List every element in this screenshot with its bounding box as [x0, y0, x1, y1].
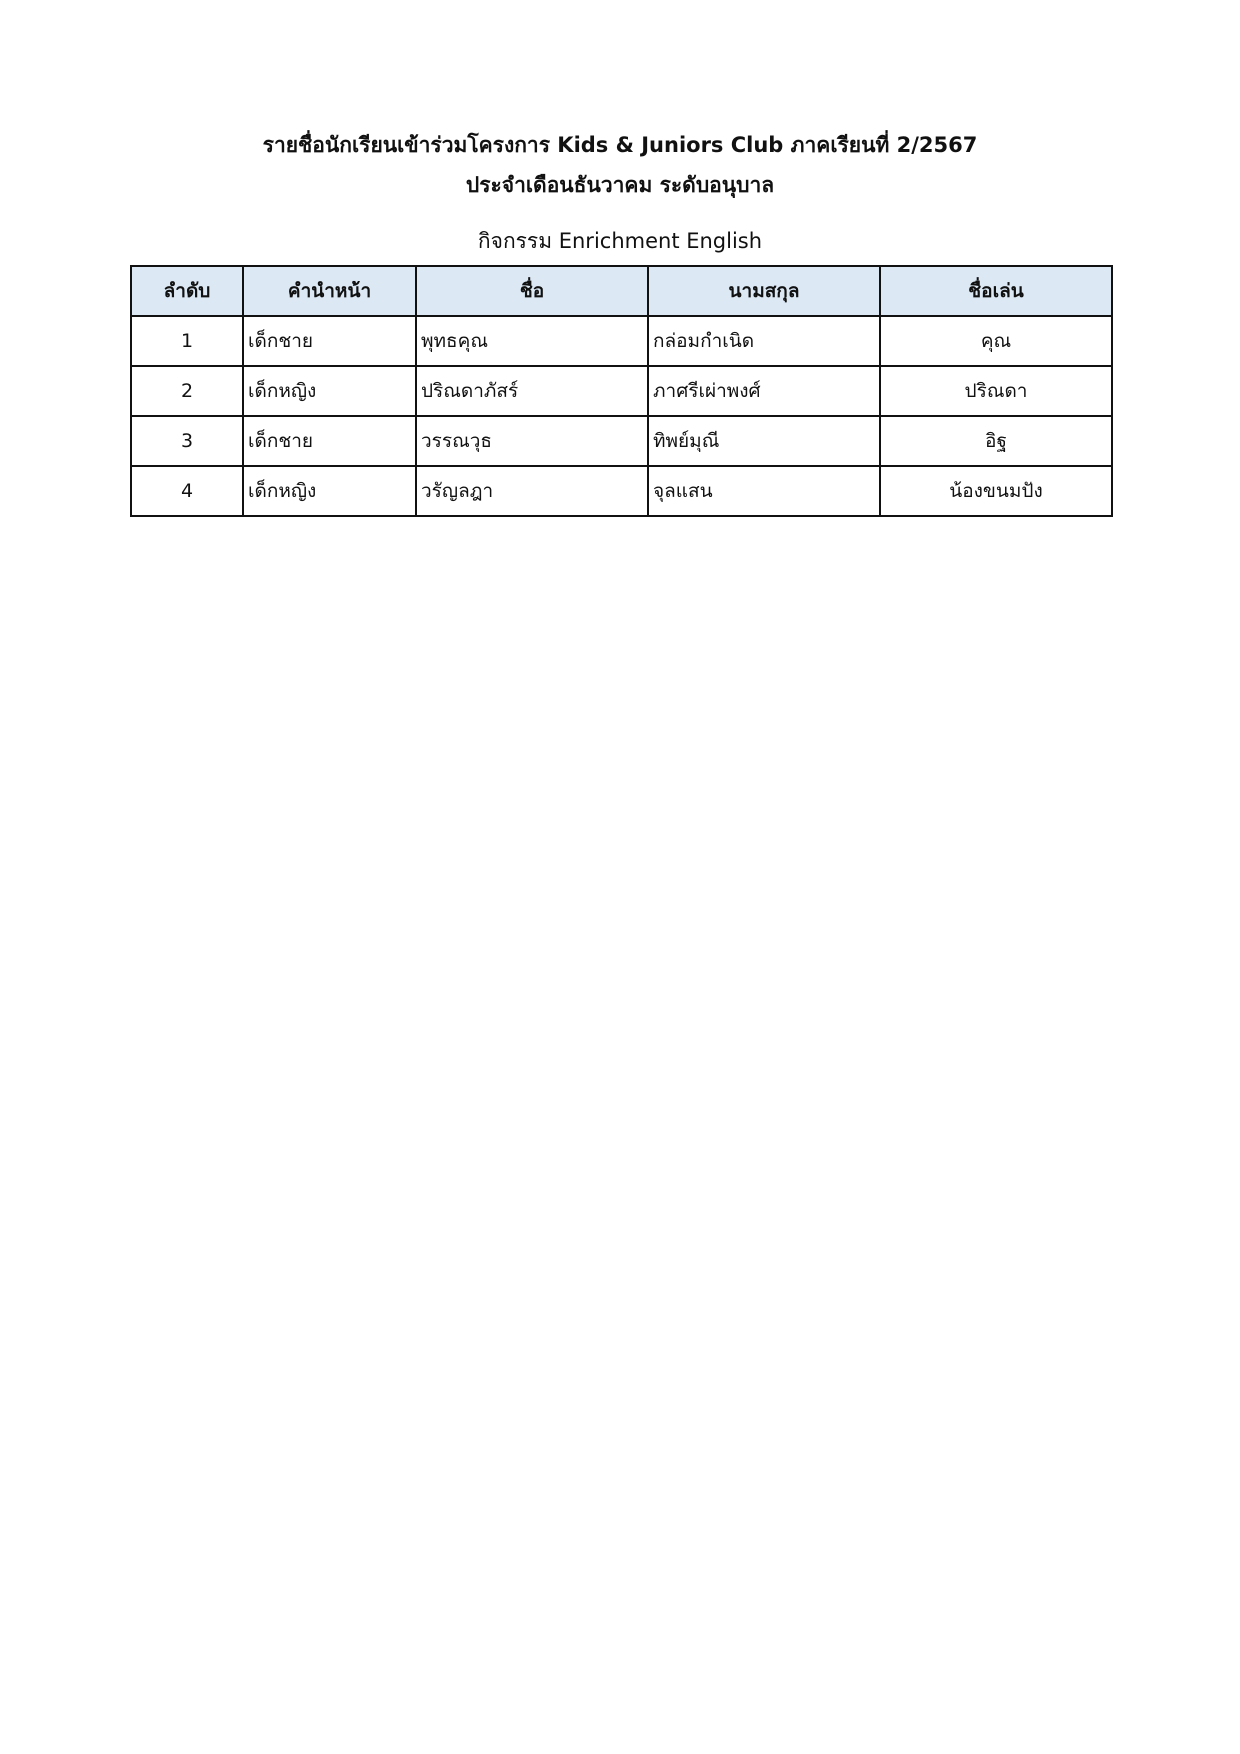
header-first-name: ชื่อ	[416, 266, 648, 316]
document-title: รายชื่อนักเรียนเข้าร่วมโครงการ Kids & Juniors Club ภาคเรียนที่ 2/2567	[262, 133, 978, 157]
header-last-name: นามสกุล	[648, 266, 880, 316]
header-order: ลำดับ	[131, 266, 243, 316]
cell-last-name: กล่อมกำเนิด	[648, 316, 880, 366]
table-row	[131, 366, 1112, 416]
cell-first-name: วรรณวุธ	[416, 416, 648, 466]
cell-nickname: คุณ	[880, 316, 1112, 366]
table-row	[131, 416, 1112, 466]
cell-prefix: เด็กหญิง	[243, 466, 416, 516]
student-roster-table	[130, 265, 1113, 517]
cell-order: 2	[131, 366, 243, 416]
document-subtitle: ประจำเดือนธันวาคม ระดับอนุบาล	[465, 173, 775, 197]
cell-last-name: จุลแสน	[648, 466, 880, 516]
cell-first-name: ปริณดาภัสร์	[416, 366, 648, 416]
table-row	[131, 466, 1112, 516]
cell-prefix: เด็กหญิง	[243, 366, 416, 416]
table-header-row	[131, 266, 1112, 316]
cell-last-name: ทิพย์มุณี	[648, 416, 880, 466]
cell-last-name: ภาศรีเผ่าพงศ์	[648, 366, 880, 416]
table-row	[131, 316, 1112, 366]
header-nickname: ชื่อเล่น	[880, 266, 1112, 316]
cell-nickname: น้องขนมปัง	[880, 466, 1112, 516]
cell-nickname: อิฐ	[880, 416, 1112, 466]
cell-order: 3	[131, 416, 243, 466]
cell-nickname: ปริณดา	[880, 366, 1112, 416]
cell-first-name: พุทธคุณ	[416, 316, 648, 366]
cell-prefix: เด็กชาย	[243, 416, 416, 466]
cell-order: 1	[131, 316, 243, 366]
cell-order: 4	[131, 466, 243, 516]
header-prefix: คำนำหน้า	[243, 266, 416, 316]
activity-heading: กิจกรรม Enrichment English	[477, 229, 763, 253]
cell-prefix: เด็กชาย	[243, 316, 416, 366]
cell-first-name: วรัญลฎา	[416, 466, 648, 516]
